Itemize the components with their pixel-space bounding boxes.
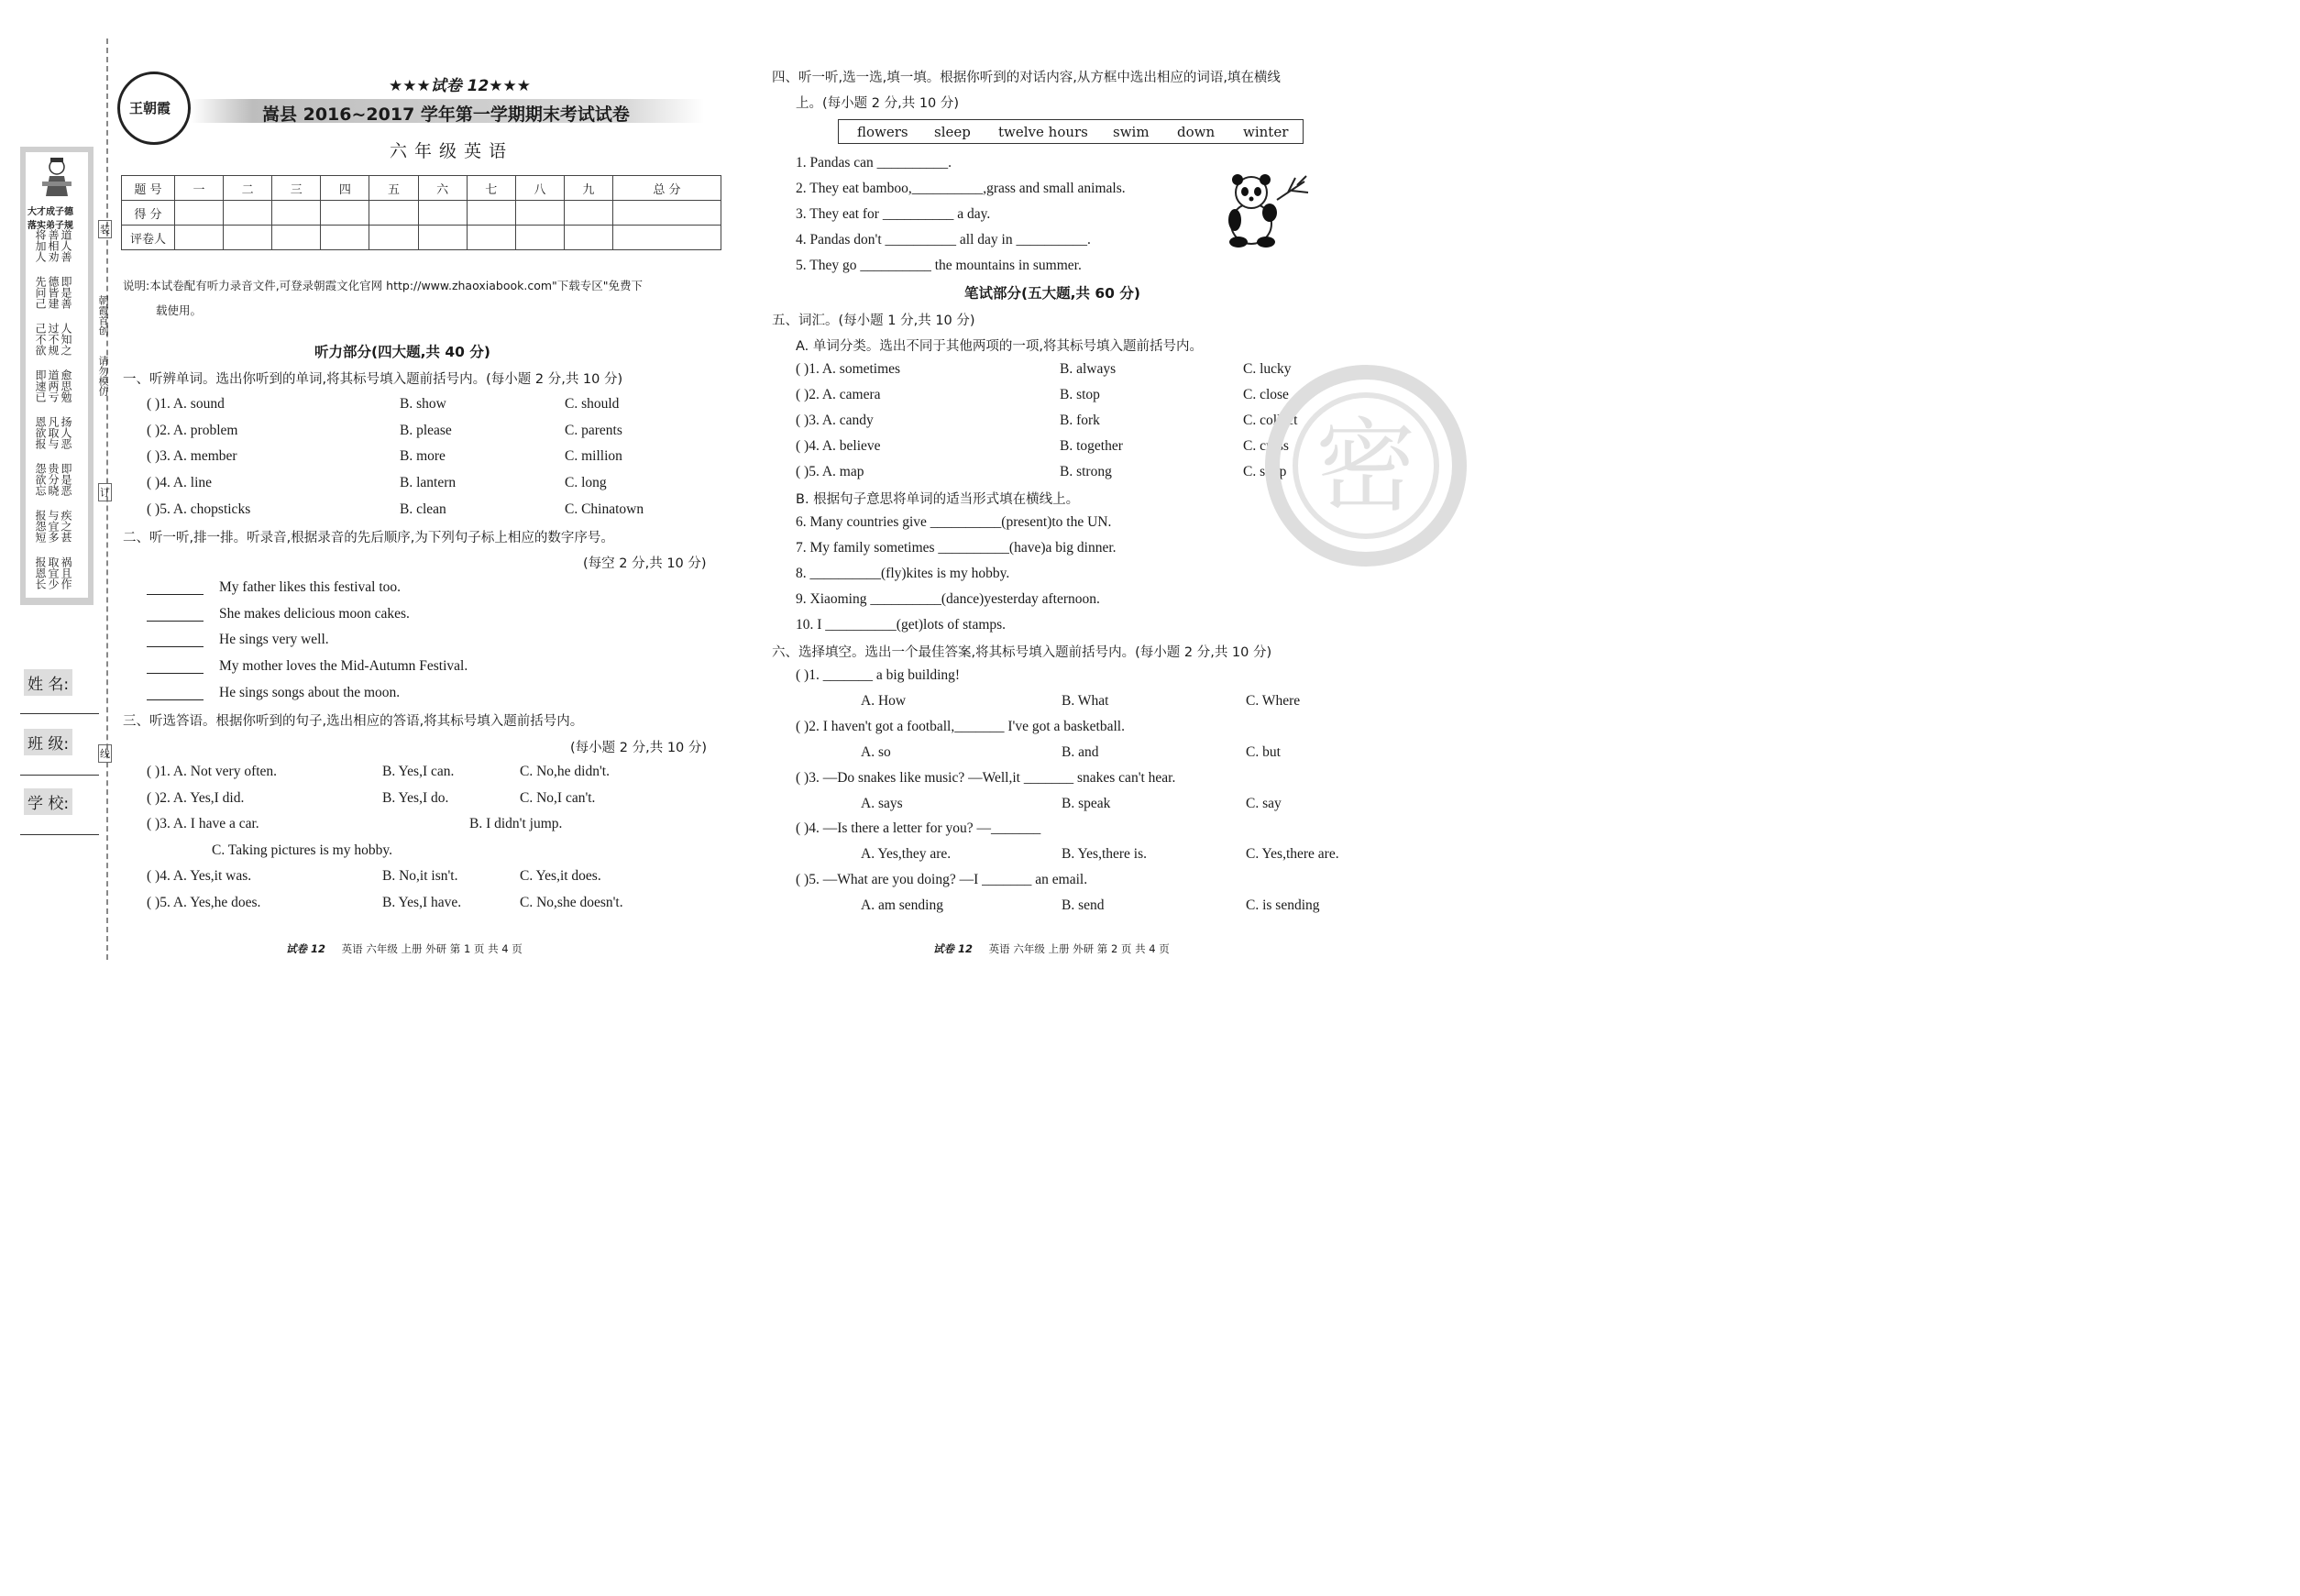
q6-option-b: B. send bbox=[1062, 897, 1105, 914]
footer-right-info: 英语 六年级 上册 外研 第 2 页 共 4 页 bbox=[988, 942, 1170, 955]
q3-option-b: B. Yes,I can. bbox=[382, 764, 455, 779]
score-table bbox=[121, 175, 721, 250]
score-cell[interactable] bbox=[467, 226, 515, 250]
score-cell[interactable] bbox=[612, 201, 721, 226]
q1-option-c: C. million bbox=[565, 448, 622, 465]
q1-option-b: B. more bbox=[400, 448, 446, 465]
school-line[interactable] bbox=[20, 834, 99, 835]
scholar-figure-icon bbox=[40, 156, 73, 198]
score-cell[interactable] bbox=[612, 226, 721, 250]
score-cell[interactable] bbox=[175, 201, 224, 226]
q2-sentence: He sings very well. bbox=[219, 632, 329, 648]
q3-option-c: C. No,she doesn't. bbox=[520, 895, 623, 910]
q1-heading: 一、听辨单词。选出你听到的单词,将其标号填入题前括号内。(每小题 2 分,共 10 分) bbox=[123, 372, 623, 387]
seal-note-1: 朝霞首创 bbox=[97, 295, 109, 336]
motto-column: 疾之甚 bbox=[60, 510, 72, 543]
score-cell[interactable] bbox=[175, 226, 224, 250]
motto-column: 贵分晓 bbox=[47, 463, 60, 496]
motto-column: 道人善 bbox=[60, 229, 72, 262]
seal-char-xian: 线 bbox=[98, 744, 112, 763]
q2-answer-blank[interactable] bbox=[147, 673, 204, 674]
motto-column: 恩欲报 bbox=[34, 416, 47, 449]
motto-column: 愈思勉 bbox=[60, 369, 72, 402]
score-header-cell: 总 分 bbox=[612, 176, 721, 201]
word-box bbox=[838, 119, 1304, 144]
motto-column: 先问己 bbox=[34, 276, 47, 309]
score-cell[interactable] bbox=[564, 226, 612, 250]
score-table-header-row bbox=[122, 176, 721, 201]
q4-heading-1: 四、听一听,选一选,填一填。根据你听到的对话内容,从方框中选出相应的词语,填在横线 bbox=[772, 71, 1281, 85]
q5b-sentence: 9. Xiaoming __________(dance)yesterday afternoon. bbox=[796, 590, 1100, 607]
q1-option-b: B. clean bbox=[400, 501, 446, 517]
q6-option-a: A. Yes,they are. bbox=[861, 846, 952, 863]
q3-option-a: ( )4. A. Yes,it was. bbox=[147, 868, 252, 884]
score-cell[interactable] bbox=[321, 226, 369, 250]
q3-heading: 三、听选答语。根据你听到的句子,选出相应的答语,将其标号填入题前括号内。 bbox=[123, 714, 584, 729]
q4-sentence: 5. They go __________ the mountains in summer. bbox=[796, 257, 1082, 273]
motto-column: 祸且作 bbox=[60, 556, 72, 589]
score-cell[interactable] bbox=[515, 201, 564, 226]
motto-line-1: 大才成子德 bbox=[28, 207, 73, 217]
class-line[interactable] bbox=[20, 775, 99, 776]
note-line-2: 载使用。 bbox=[156, 303, 203, 317]
q3-option-c: C. Taking pictures is my hobby. bbox=[212, 842, 392, 858]
q2-answer-blank[interactable] bbox=[147, 594, 204, 595]
motto-column: 德皆建 bbox=[47, 276, 60, 309]
listening-title: 听力部分(四大题,共 40 分) bbox=[314, 344, 490, 360]
q6-option-a: A. am sending bbox=[861, 897, 943, 914]
score-cell[interactable] bbox=[564, 201, 612, 226]
q1-option-a: ( )5. A. chopsticks bbox=[147, 501, 251, 517]
q6-option-b: B. speak bbox=[1062, 795, 1111, 811]
q5b-sentence: 6. Many countries give __________(present)to the UN. bbox=[796, 514, 1112, 530]
q5a-option-c: C. collect bbox=[1243, 412, 1298, 428]
q1-option-a: ( )1. A. sound bbox=[147, 396, 225, 412]
q5a-option-c: C. shop bbox=[1243, 463, 1287, 479]
motto-column: 将加人 bbox=[34, 229, 47, 262]
q6-heading: 六、选择填空。选出一个最佳答案,将其标号填入题前括号内。(每小题 2 分,共 10 分) bbox=[772, 645, 1272, 660]
q2-sentence: My mother loves the Mid-Autumn Festival. bbox=[219, 658, 468, 675]
q6-question: ( )1. _______ a big building! bbox=[796, 667, 961, 683]
q2-sentence: My father likes this festival too. bbox=[219, 579, 402, 595]
q4-sentence: 1. Pandas can __________. bbox=[796, 155, 952, 171]
q2-sentence: He sings songs about the moon. bbox=[219, 684, 401, 700]
motto-column: 凡取与 bbox=[47, 416, 60, 449]
score-cell[interactable] bbox=[272, 226, 321, 250]
q5b-sentence: 10. I __________(get)lots of stamps. bbox=[796, 616, 1007, 633]
q1-option-a: ( )2. A. problem bbox=[147, 422, 238, 438]
q1-option-c: C. long bbox=[565, 475, 607, 491]
score-cell[interactable] bbox=[224, 226, 272, 250]
q6-option-c: C. Yes,there are. bbox=[1246, 846, 1339, 863]
q6-question: ( )4. —Is there a letter for you? —_______ bbox=[796, 820, 1041, 837]
publisher-logo bbox=[117, 72, 191, 145]
q2-answer-blank[interactable] bbox=[147, 646, 204, 647]
motto-column: 即是恶 bbox=[60, 463, 72, 496]
paper-number: ★★★试卷 12★★★ bbox=[389, 77, 532, 95]
score-header-cell: 一 bbox=[175, 176, 224, 201]
word-flowers: flowers bbox=[857, 124, 908, 140]
q6-option-c: C. is sending bbox=[1246, 897, 1320, 914]
q6-option-b: B. What bbox=[1062, 693, 1109, 709]
motto-column: 即是善 bbox=[60, 276, 72, 309]
q1-option-c: C. should bbox=[565, 396, 620, 412]
q1-option-b: B. show bbox=[400, 396, 446, 412]
q5-part-b: B. 根据句子意思将单词的适当形式填在横线上。 bbox=[796, 492, 1080, 507]
writing-title: 笔试部分(五大题,共 60 分) bbox=[964, 285, 1140, 302]
confidential-stamp bbox=[1265, 365, 1467, 567]
q6-question: ( )3. —Do snakes like music? —Well,it _______ snakes can't hear. bbox=[796, 769, 1176, 786]
word-sleep: sleep bbox=[934, 124, 971, 140]
q3-option-a: ( )2. A. Yes,I did. bbox=[147, 790, 245, 806]
q3-option-c: C. No,he didn't. bbox=[520, 764, 610, 779]
q5b-sentence: 8. __________(fly)kites is my hobby. bbox=[796, 565, 1010, 581]
q2-answer-blank[interactable] bbox=[147, 621, 204, 622]
score-table-grader-row bbox=[122, 226, 721, 250]
score-cell[interactable] bbox=[369, 201, 418, 226]
word-twelve-hours: twelve hours bbox=[998, 124, 1088, 140]
word-down: down bbox=[1177, 124, 1216, 140]
q4-sentence: 4. Pandas don't __________ all day in __________. bbox=[796, 231, 1091, 248]
q5a-option-a: ( )1. A. sometimes bbox=[796, 361, 901, 377]
q3-option-a: ( )5. A. Yes,he does. bbox=[147, 895, 261, 910]
score-header-cell: 二 bbox=[224, 176, 272, 201]
q3-option-c: C. No,I can't. bbox=[520, 790, 596, 806]
seal-char-ding: 订 bbox=[98, 483, 112, 501]
q5a-option-c: C. cross bbox=[1243, 437, 1289, 454]
seal-char-zhuang: 装 bbox=[98, 220, 112, 238]
q6-option-a: A. How bbox=[861, 693, 907, 709]
score-cell[interactable] bbox=[272, 201, 321, 226]
q6-question: ( )5. —What are you doing? —I _______ an email. bbox=[796, 872, 1088, 888]
q5a-option-a: ( )4. A. believe bbox=[796, 437, 881, 454]
q2-score: (每空 2 分,共 10 分) bbox=[583, 556, 707, 571]
q5a-option-b: B. stop bbox=[1060, 386, 1100, 402]
q5a-option-c: C. close bbox=[1243, 386, 1289, 402]
footer-right bbox=[933, 941, 1170, 956]
score-cell[interactable] bbox=[321, 201, 369, 226]
note-line-1: 说明:本试卷配有听力录音文件,可登录朝霞文化官网 http://www.zhaoxiabook.com"下载专区"免费下 bbox=[123, 279, 644, 292]
q3-option-c: C. Yes,it does. bbox=[520, 868, 601, 884]
motto-column: 怨欲忘 bbox=[34, 463, 47, 496]
q5a-option-b: B. always bbox=[1060, 361, 1117, 377]
stamp-char: 密 bbox=[1293, 392, 1439, 539]
footer-left bbox=[286, 941, 523, 956]
school-label: 学 校: bbox=[24, 788, 72, 815]
motto-column: 道两亏 bbox=[47, 369, 60, 402]
q3-option-b: B. Yes,I have. bbox=[382, 895, 462, 910]
q1-option-b: B. please bbox=[400, 422, 452, 438]
q2-answer-blank[interactable] bbox=[147, 699, 204, 700]
q5a-option-a: ( )5. A. map bbox=[796, 463, 864, 479]
q1-option-a: ( )3. A. member bbox=[147, 448, 237, 465]
exam-title: 嵩县 2016~2017 学年第一学期期末考试试卷 bbox=[262, 105, 630, 125]
class-label: 班 级: bbox=[24, 729, 72, 755]
score-cell[interactable] bbox=[224, 201, 272, 226]
q4-sentence: 3. They eat for __________ a day. bbox=[796, 205, 991, 222]
q2-sentence: She makes delicious moon cakes. bbox=[219, 605, 410, 622]
q3-option-b: B. No,it isn't. bbox=[382, 868, 458, 884]
q5a-option-c: C. lucky bbox=[1243, 361, 1292, 377]
q5a-option-a: ( )3. A. candy bbox=[796, 412, 874, 428]
q5a-option-b: B. together bbox=[1060, 437, 1123, 454]
motto-column: 报恩长 bbox=[34, 556, 47, 589]
q4-heading-2: 上。(每小题 2 分,共 10 分) bbox=[796, 96, 960, 111]
score-header-cell: 九 bbox=[564, 176, 612, 201]
q6-option-c: C. but bbox=[1246, 743, 1281, 760]
score-cell[interactable] bbox=[467, 201, 515, 226]
q6-question: ( )2. I haven't got a football,_______ I've got a basketball. bbox=[796, 718, 1125, 734]
q1-option-b: B. lantern bbox=[400, 475, 457, 491]
motto-column: 人知之 bbox=[60, 323, 72, 356]
q5-part-a: A. 单词分类。选出不同于其他两项的一项,将其标号填入题前括号内。 bbox=[796, 339, 1203, 354]
motto-column: 报怨短 bbox=[34, 510, 47, 543]
grader-row-label: 评卷人 bbox=[122, 226, 175, 250]
score-header-cell: 三 bbox=[272, 176, 321, 201]
q3-option-a: ( )3. A. I have a car. bbox=[147, 816, 259, 831]
motto-column: 即速已 bbox=[34, 369, 47, 402]
q3-option-b: B. Yes,I do. bbox=[382, 790, 449, 806]
q5a-option-b: B. fork bbox=[1060, 412, 1100, 428]
score-header-cell: 四 bbox=[321, 176, 369, 201]
q4-sentence: 2. They eat bamboo,__________,grass and small animals. bbox=[796, 180, 1126, 196]
footer-left-info: 英语 六年级 上册 外研 第 1 页 共 4 页 bbox=[341, 942, 523, 955]
q1-option-c: C. parents bbox=[565, 422, 622, 438]
q3-option-b: B. I didn't jump. bbox=[469, 816, 563, 831]
motto-column: 与宜多 bbox=[47, 510, 60, 543]
motto-column: 取宜少 bbox=[47, 556, 60, 589]
score-row-label: 得 分 bbox=[122, 201, 175, 226]
q6-option-b: B. Yes,there is. bbox=[1062, 846, 1148, 863]
motto-column: 过不规 bbox=[47, 323, 60, 356]
q3-score: (每小题 2 分,共 10 分) bbox=[570, 741, 708, 755]
panda-icon bbox=[1224, 172, 1311, 249]
score-cell[interactable] bbox=[418, 201, 467, 226]
q6-option-c: C. Where bbox=[1246, 693, 1301, 709]
q5a-option-b: B. strong bbox=[1060, 463, 1112, 479]
score-header-cell: 六 bbox=[418, 176, 467, 201]
q2-heading: 二、听一听,排一排。听录音,根据录音的先后顺序,为下列句子标上相应的数字序号。 bbox=[123, 531, 614, 545]
score-cell[interactable] bbox=[515, 226, 564, 250]
q1-option-a: ( )4. A. line bbox=[147, 475, 213, 491]
logo-text: 王朝霞 bbox=[129, 100, 171, 116]
motto-column: 己不欲 bbox=[34, 323, 47, 356]
q1-option-c: C. Chinatown bbox=[565, 501, 644, 517]
word-swim: swim bbox=[1113, 124, 1150, 140]
score-header-cell: 五 bbox=[369, 176, 418, 201]
motto-column: 善相劝 bbox=[47, 229, 60, 262]
q5-heading: 五、词汇。(每小题 1 分,共 10 分) bbox=[772, 314, 975, 328]
motto-line-2: 落实弟子规 bbox=[28, 221, 73, 231]
name-line[interactable] bbox=[20, 713, 99, 714]
q6-option-a: A. so bbox=[861, 743, 891, 760]
score-header-cell: 题 号 bbox=[122, 176, 175, 201]
q6-option-a: A. says bbox=[861, 795, 903, 811]
score-cell[interactable] bbox=[418, 226, 467, 250]
score-header-cell: 七 bbox=[467, 176, 515, 201]
seal-note-2: 请勿模仿 bbox=[97, 356, 109, 396]
motto-column: 扬人恶 bbox=[60, 416, 72, 449]
footer-right-paper: 试卷 12 bbox=[933, 942, 974, 955]
score-header-cell: 八 bbox=[515, 176, 564, 201]
q6-option-c: C. say bbox=[1246, 795, 1282, 811]
q3-option-a: ( )1. A. Not very often. bbox=[147, 764, 278, 779]
score-table-score-row bbox=[122, 201, 721, 226]
word-winter: winter bbox=[1243, 124, 1289, 140]
footer-left-paper: 试卷 12 bbox=[286, 942, 326, 955]
q6-option-b: B. and bbox=[1062, 743, 1099, 760]
score-cell[interactable] bbox=[369, 226, 418, 250]
q5a-option-a: ( )2. A. camera bbox=[796, 386, 881, 402]
instructions-note bbox=[123, 273, 728, 323]
q5b-sentence: 7. My family sometimes __________(have)a big dinner. bbox=[796, 539, 1117, 556]
exam-subtitle: 六年级英语 bbox=[390, 141, 514, 161]
name-label: 姓 名: bbox=[24, 669, 72, 696]
